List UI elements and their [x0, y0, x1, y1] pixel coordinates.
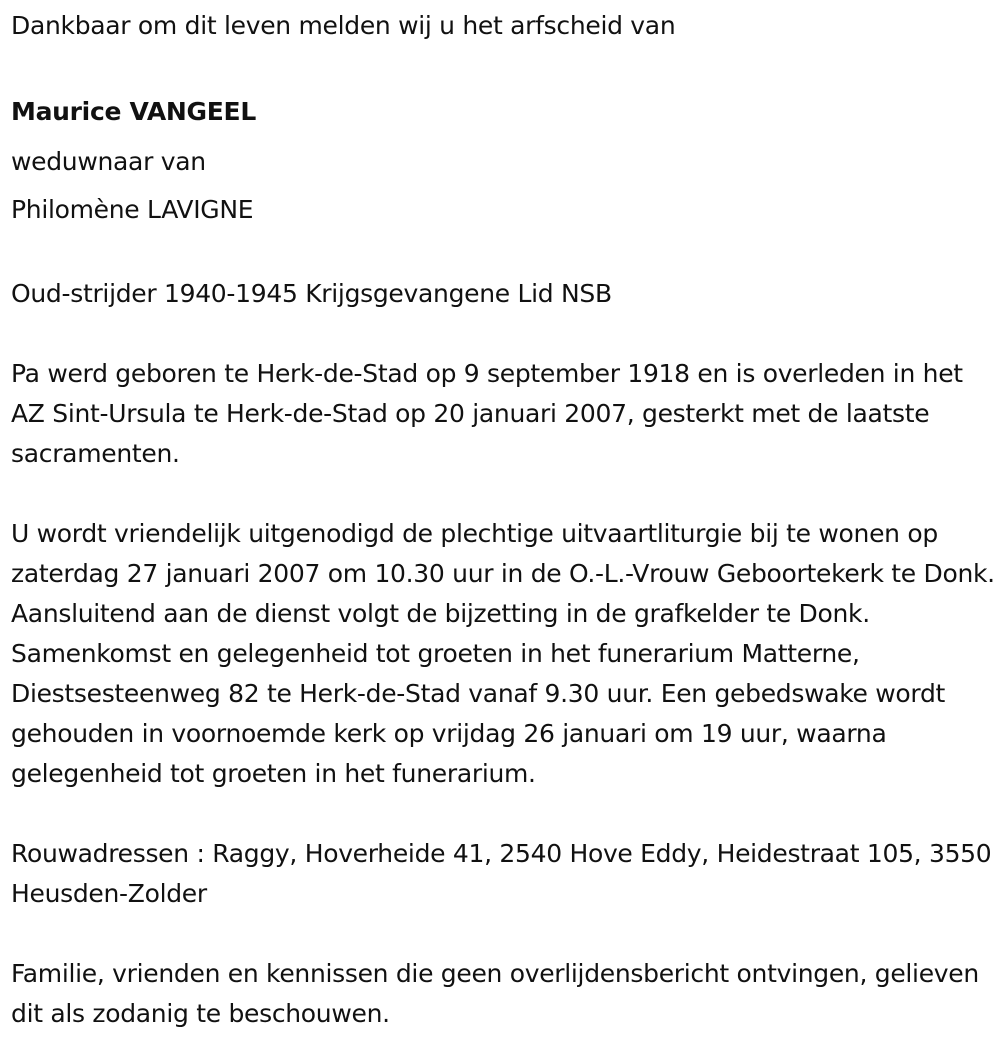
- spacer: [11, 46, 996, 86]
- spacer: [11, 314, 996, 354]
- birth-death-paragraph: Pa werd geboren te Herk-de-Stad op 9 september 1918 en is overleden in het AZ Sint-Ursula te Herk-de-Stad op 20 januari 2007, gesterkt met de laatste sacramenten.: [11, 359, 963, 468]
- spacer: [11, 914, 996, 954]
- closing-paragraph: Familie, vrienden en kennissen die geen overlijdensbericht ontvingen, gelieven dit als zodanig te beschouwen.: [11, 959, 979, 1028]
- spouse-name: Philomène LAVIGNE: [11, 195, 254, 224]
- intro-text: Dankbaar om dit leven melden wij u het arfscheid van: [11, 11, 676, 40]
- titles-text: Oud-strijder 1940-1945 Krijgsgevangene Lid NSB: [11, 279, 612, 308]
- spacer: [11, 234, 996, 274]
- spacer: [11, 794, 996, 834]
- obituary-notice: [11, 6, 996, 1034]
- deceased-name: Maurice VANGEEL: [11, 97, 256, 126]
- spacer: [11, 474, 996, 514]
- relation-text: weduwnaar van: [11, 147, 206, 176]
- funeral-info-paragraph: U wordt vriendelijk uitgenodigd de plechtige uitvaartliturgie bij te wonen op zaterdag 27 januari 2007 om 10.30 uur in de O.-L.-Vrouw Geboortekerk te Donk. Aansluitend aan de dienst volgt de bijzetting in de grafkelder te Donk. Samenkomst en gelegenheid tot groeten in het funerarium Matterne, Diestsesteenweg 82 te Herk-de-Stad vanaf 9.30 uur. Een gebedswake wordt gehouden in voornoemde kerk op vrijdag 26 januari om 19 uur, waarna gelegenheid tot groeten in het funerarium.: [11, 519, 995, 788]
- addresses-paragraph: Rouwadressen : Raggy, Hoverheide 41, 2540 Hove Eddy, Heidestraat 105, 3550 Heusden-Zolder: [11, 839, 992, 908]
